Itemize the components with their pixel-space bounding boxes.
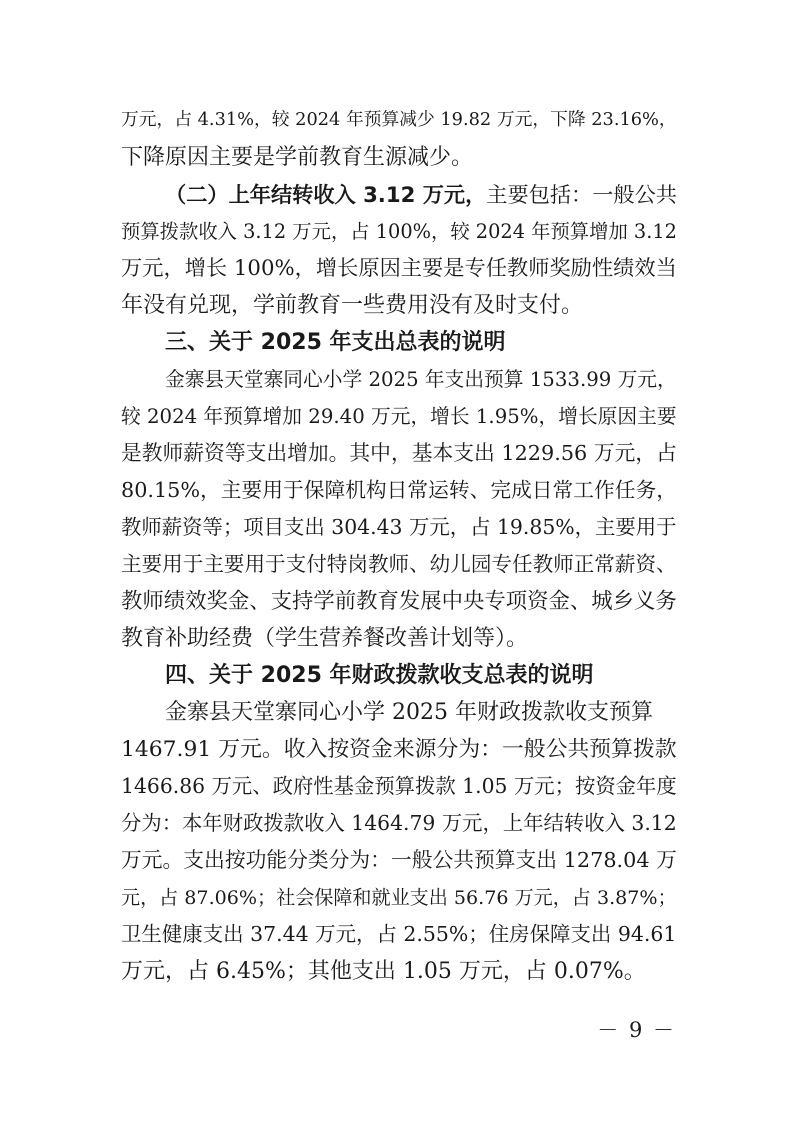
section-heading: 三、关于 2025 年支出总表的说明 (165, 330, 506, 355)
paragraph-line: 教师薪资等；项目支出 304.43 万元，占 19.85%，主要用于 (121, 515, 677, 539)
paragraph-line: 80.15%，主要用于保障机构日常运转、完成日常工作任务， (121, 478, 677, 502)
paragraph-line: 元，占 87.06%；社会保障和就业支出 56.76 万元，占 3.87%； (121, 886, 677, 909)
paragraph-text: 主要包括：一般公共 (486, 182, 677, 207)
section-subheading: （二）上年结转收入 3.12 万元， (165, 182, 487, 207)
paragraph-line (121, 176, 677, 213)
paragraph-line: 预算拨款收入 3.12 万元，占 100%，较 2024 年预算增加 3.12 (121, 220, 677, 243)
paragraph-line: 万元，占 4.31%，较 2024 年预算减少 19.82 万元，下降 23.16%， (121, 110, 677, 130)
paragraph-line: 分为：本年财政拨款收入 1464.79 万元，上年结转收入 3.12 (121, 811, 677, 835)
paragraph-line: 万元。支出按功能分类分为：一般公共预算支出 1278.04 万 (121, 848, 677, 872)
paragraph-line: 1466.86 万元、政府性基金预算拨款 1.05 万元；按资金年度 (121, 774, 677, 798)
paragraph-line: 万元，增长 100%，增长原因主要是专任教师奖励性绩效当 (121, 256, 677, 281)
section-heading: 四、关于 2025 年财政拨款收支总表的说明 (165, 663, 594, 688)
paragraph-line: 下降原因主要是学前教育生源减少。 (121, 145, 474, 170)
paragraph-line: 1467.91 万元。收入按资金来源分为：一般公共预算拨款 (121, 737, 677, 762)
document-body (121, 102, 677, 990)
paragraph-line: 较 2024 年预算增加 29.40 万元，增长 1.95%，增长原因主要 (121, 405, 677, 428)
page-number: － 9 － (597, 1018, 676, 1042)
paragraph-line: 年没有兑现，学前教育一些费用没有及时支付。 (121, 293, 584, 318)
paragraph-line: 主要用于主要用于支付特岗教师、幼儿园专任教师正常薪资、 (121, 552, 677, 576)
paragraph-line: 金寨县天堂寨同心小学 2025 年财政拨款收支预算 (165, 700, 653, 725)
paragraph-line: 万元，占 6.45%；其他支出 1.05 万元，占 0.07%。 (121, 959, 646, 984)
paragraph-line: 金寨县天堂寨同心小学 2025 年支出预算 1533.99 万元， (165, 368, 677, 391)
paragraph-line: 卫生健康支出 37.44 万元，占 2.55%；住房保障支出 94.61 (121, 922, 677, 946)
paragraph-line: 是教师薪资等支出增加。其中，基本支出 1229.56 万元，占 (121, 441, 677, 465)
paragraph-line: 教育补助经费（学生营养餐改善计划等）。 (121, 626, 529, 651)
paragraph-line: 教师绩效奖金、支持学前教育发展中央专项资金、城乡义务 (121, 589, 677, 614)
